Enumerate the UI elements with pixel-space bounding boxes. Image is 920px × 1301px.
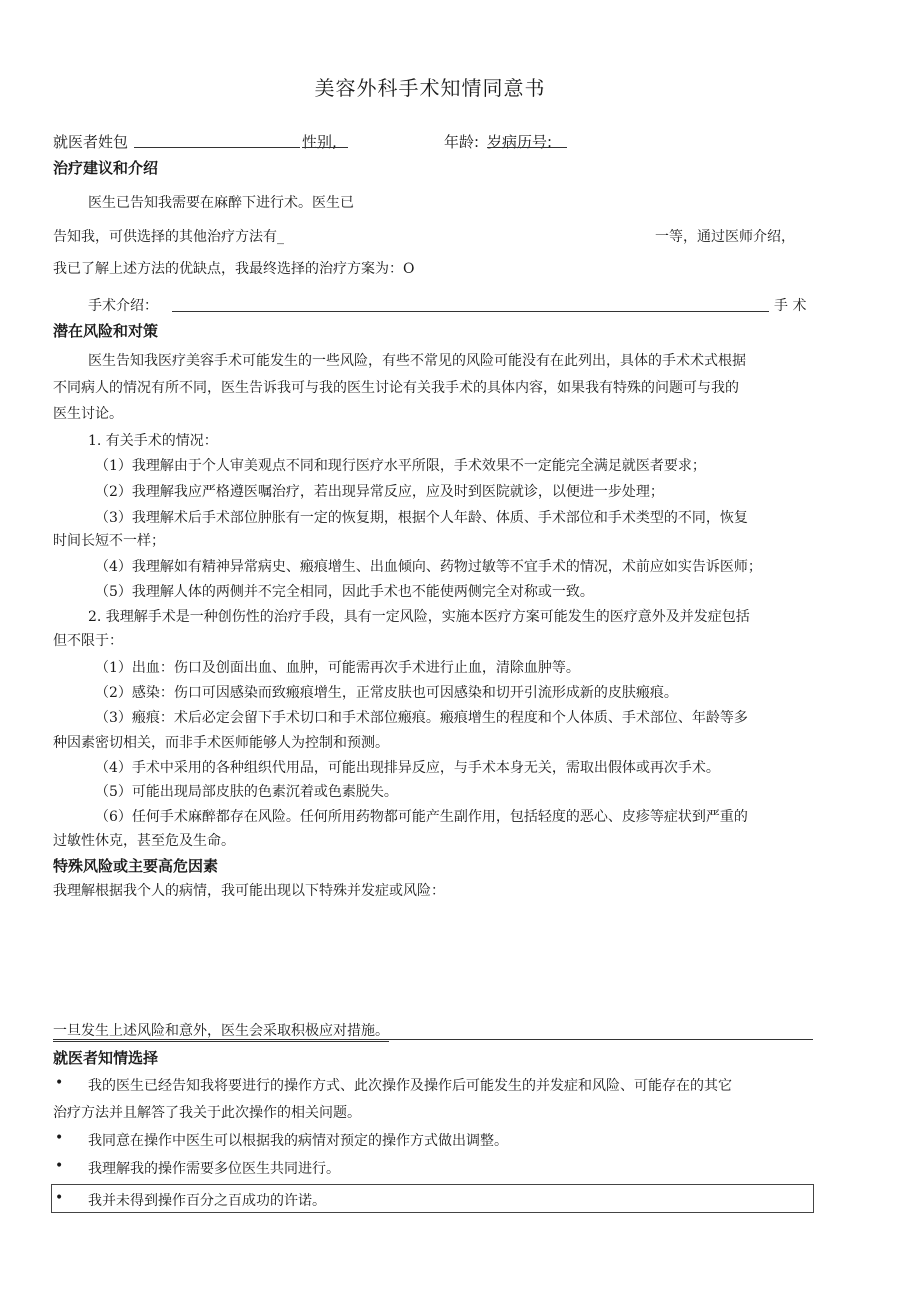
section-2-item-1: （1）出血：伤口及创面出血、血肿，可能需再次手术进行止血，清除血肿等。	[95, 660, 580, 676]
section-2-item-4: （4）手术中采用的各种组织代用品，可能出现排异反应，与手术本身无关，需取出假体或再次手术。	[95, 760, 720, 776]
section-2-item-3-line-2: 种因素密切相关，而非手术医师能够人为控制和预测。	[53, 735, 389, 751]
divider-line	[53, 1039, 813, 1040]
special-risks-closing: 一旦发生上述风险和意外，医生会采取积极应对措施。	[53, 1020, 389, 1042]
treatment-line-2b: 一等，通过医师介绍，	[655, 229, 795, 245]
bullet-2: •	[55, 1130, 64, 1146]
patient-name-label: 就医者姓包	[53, 133, 129, 151]
section-1-item-3-line-1: （3）我理解术后手术部位肿胀有一定的恢复期，根据个人年龄、体质、手术部位和手术类型的不同，恢复	[95, 510, 748, 526]
gender-label: 性别,	[302, 133, 337, 151]
choice-item-1-line-1: 我的医生已经告知我将要进行的操作方式、此次操作及操作后可能发生的并发症和风险、可能存在的其它	[88, 1078, 732, 1094]
section-1-item-2: （2）我理解我应严格遵医嘱治疗，若出现异常反应，应及时到医院就诊，以便进一步处理；	[95, 484, 664, 500]
special-risks-heading: 特殊风险或主要高危因素	[53, 857, 219, 875]
record-number-field[interactable]	[487, 147, 567, 148]
treatment-heading: 治疗建议和介绍	[53, 159, 159, 177]
gender-field[interactable]	[302, 147, 348, 148]
section-2-item-3-line-1: （3）瘢痕：术后必定会留下手术切口和手术部位瘢痕。瘢痕增生的程度和个人体质、手术部位、年龄等多	[95, 710, 748, 726]
section-2-item-2: （2）感染：伤口可因感染而致瘢痕增生，正常皮肤也可因感染和切开引流形成新的皮肤瘢痕。	[95, 685, 678, 701]
choice-item-2: 我同意在操作中医生可以根据我的病情对预定的操作方式做出调整。	[88, 1133, 508, 1149]
risks-heading: 潜在风险和对策	[53, 322, 159, 340]
section-1-title: 1. 有关手术的情况：	[88, 433, 218, 449]
bullet-4: •	[55, 1190, 64, 1206]
choice-item-1-line-2: 治疗方法并且解答了我关于此次操作的相关问题。	[53, 1105, 361, 1121]
surgery-intro-label: 手术介绍：	[88, 298, 158, 314]
patient-name-field[interactable]	[134, 147, 300, 148]
bullet-1: •	[55, 1075, 64, 1091]
section-2-item-5: （5）可能出现局部皮肤的色素沉着或色素脱失。	[95, 784, 398, 800]
surgery-intro-field[interactable]	[172, 311, 769, 312]
treatment-line-3: 我已了解上述方法的优缺点，我最终选择的治疗方案为：O	[53, 261, 415, 277]
section-2-item-6-line-2: 过敏性休克，甚至危及生命。	[53, 833, 235, 849]
informed-choice-heading: 就医者知情选择	[53, 1049, 159, 1067]
record-number-label: 岁病历号:	[487, 133, 553, 151]
section-1-item-4: （4）我理解如有精神异常病史、瘢痕增生、出血倾向、药物过敏等不宜手术的情况，术前应如实告诉医师；	[95, 559, 762, 575]
special-risks-line: 我理解根据我个人的病情，我可能出现以下特殊并发症或风险：	[53, 883, 445, 899]
treatment-line-2a: 告知我，可供选择的其他治疗方法有_	[53, 229, 284, 245]
treatment-line-1: 医生已告知我需要在麻醉下进行术。医生已	[88, 195, 354, 211]
section-1-item-3-line-2: 时间长短不一样；	[53, 533, 165, 549]
section-1-item-5: （5）我理解人体的两侧并不完全相同，因此手术也不能使两侧完全对称或一致。	[95, 584, 594, 600]
choice-item-3: 我理解我的操作需要多位医生共同进行。	[88, 1161, 340, 1177]
risks-intro-line-2: 不同病人的情况有所不同，医生告诉我可与我的医生讨论有关我手术的具体内容，如果我有特殊的问题可与我的	[53, 380, 739, 396]
bullet-3: •	[55, 1158, 64, 1174]
age-label: 年龄:	[444, 133, 480, 151]
section-2-item-6-line-1: （6）任何手术麻醉都存在风险。任何所用药物都可能产生副作用，包括轻度的恶心、皮疹等症状到严重的	[95, 809, 748, 825]
special-risks-blank-area[interactable]	[53, 905, 813, 1015]
choice-item-4: 我并未得到操作百分之百成功的许诺。	[88, 1193, 326, 1209]
risks-intro-line-3: 医生讨论。	[53, 406, 123, 422]
section-1-item-1: （1）我理解由于个人审美观点不同和现行医疗水平所限，手术效果不一定能完全满足就医者要求；	[95, 458, 706, 474]
section-2-line-1: 2. 我理解手术是一种创伤性的治疗手段，具有一定风险，实施本医疗方案可能发生的医疗意外及并发症包括	[88, 609, 750, 625]
risks-intro-line-1: 医生告知我医疗美容手术可能发生的一些风险，有些不常见的风险可能没有在此列出，具体的手术术式根据	[88, 353, 746, 369]
document-title: 美容外科手术知情同意书	[314, 76, 546, 100]
surgery-intro-tail: 手 术	[774, 298, 807, 314]
section-2-line-2: 但不限于：	[53, 633, 123, 649]
